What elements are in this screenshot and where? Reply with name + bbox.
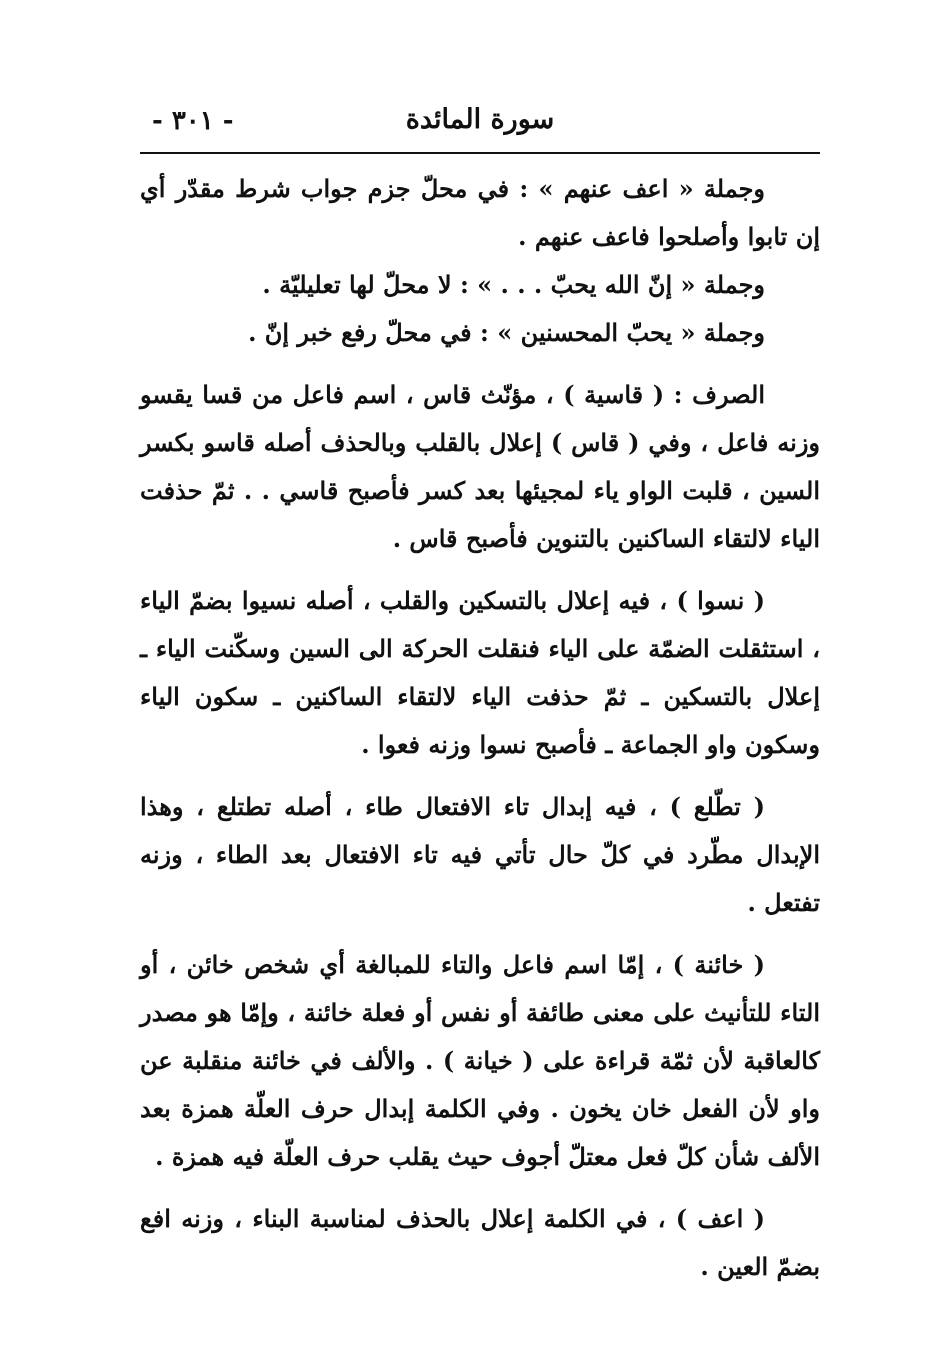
sarf-text: ( قاسية ) ، مؤنّث قاس ، اسم فاعل من قسا يقسو وزنه فاعل ، وفي ( قاس ) إعلال بالقلب وبالحذف أصله قاسو بكسر السين ، قلبت الواو ياء لمجيئها بعد كسر فأصبح قاسي . . ثمّ حذفت الياء لالتقاء الساكنين بالتنوين فأصبح قاس . — [140, 380, 820, 553]
paragraph-irab-1: وجملة « اعف عنهم » : في محلّ جزم جواب شرط مقدّر أي إن تابوا وأصلحوا فاعف عنهم . — [140, 174, 820, 251]
paragraph-irab-3: وجملة « يحبّ المحسنين » : في محلّ رفع خبر إنّ . — [248, 318, 765, 347]
page-header — [140, 92, 820, 154]
paragraph-sarf — [140, 371, 820, 563]
sarf-label: الصرف : — [673, 380, 765, 409]
page-number: - ٣٠١ - — [152, 106, 234, 136]
page-title: سورة المائدة — [405, 104, 555, 135]
paragraph-tattali: ( تطّلع ) ، فيه إبدال تاء الافتعال طاء ، أصله تطتلع ، وهذا الإبدال مطّرد في كلّ حال تأتي فيه تاء الافتعال بعد الطاء ، وزنه تفتعل . — [140, 792, 820, 917]
paragraph-naswa: ( نسوا ) ، فيه إعلال بالتسكين والقلب ، أصله نسيوا بضمّ الياء ، استثقلت الضمّة على الياء فنقلت الحركة الى السين وسكّنت الياء ـ إعلال بالتسكين ـ ثمّ حذفت الياء لالتقاء الساكنين ـ سكون الياء وسكون واو الجماعة ـ فأصبح نسوا وزنه فعوا . — [140, 586, 820, 759]
paragraph-irab-2: وجملة « إنّ الله يحبّ . . . » : لا محلّ لها تعليليّة . — [262, 270, 765, 299]
page-body — [140, 165, 820, 1291]
paragraph-uuf: ( اعف ) ، في الكلمة إعلال بالحذف لمناسبة البناء ، وزنه افع بضمّ العين . — [140, 1204, 820, 1281]
paragraph-khaina: ( خائنة ) ، إمّا اسم فاعل والتاء للمبالغة أي شخص خائن ، أو التاء للتأنيث على معنى طائفة أو نفس أو فعلة خائنة ، وإمّا هو مصدر كالعاقبة لأن ثمّة قراءة على ( خيانة ) . والألف في خائنة منقلبة عن واو لأن الفعل خان يخون . وفي الكلمة إبدال حرف العلّة همزة بعد الألف شأن كلّ فعل معتلّ أجوف حيث يقلب حرف العلّة فيه همزة . — [140, 950, 820, 1171]
